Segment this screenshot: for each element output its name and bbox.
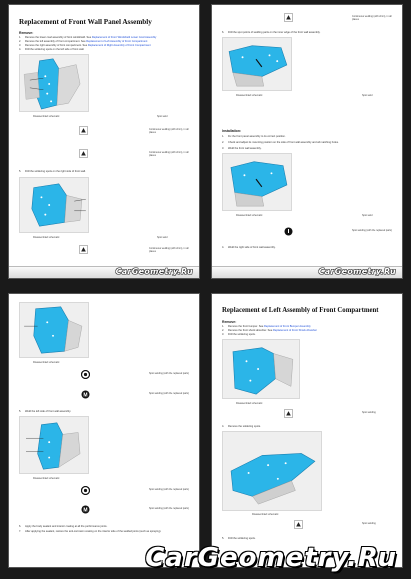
step-link[interactable]: Replacement of Front Windshield Lower Cowl Assembly [91,36,157,39]
step-link[interactable]: Replacement of Right Assembly of Front Compartment [87,44,151,47]
front-wall-left-weld-diagram [19,416,89,474]
section-installation: Installation: [222,129,242,133]
manual-page-4 [211,293,403,568]
diagram-caption: Disassembled schematic [33,477,60,480]
step-1: 1. Remove the lower cowl assembly of front windshield. See Replacement of Front Windshield Lower Cowl Assembly [19,36,157,39]
diagram-caption: Disassembled schematic [236,214,263,217]
weld-spec: Spot welding [362,522,376,525]
step-2: 2. Remove the front shock absorber. See Replacement of Front Shock Absorber [222,329,317,332]
weld-spec: Continuous welding (with 2mm), in all places [149,128,189,134]
section-remove: Remove: [19,31,34,35]
front-compartment-diagram [222,339,300,399]
m-weld-icon [81,505,90,514]
step-6: 6. Apply the body sealant and interior coating at all the performance joints. [19,525,108,528]
spot-weld-icon [284,13,293,22]
front-wall-inner-diagram [222,37,292,91]
weld-symbol-icon [81,486,90,495]
manual-page-3 [8,293,200,568]
spot-weld-icon [79,149,88,158]
site-watermark: CarGeometry.Ru [145,543,397,573]
step-4: 4. Drill the soldering spots on the left side of front wall. [19,48,85,51]
weld-spec: Spot welding (with the replaced parts) [149,372,189,375]
diagram-caption: Disassembled schematic [33,361,60,364]
step-4: 4. Weld the right side of front wall assembly. [222,246,276,249]
weld-spec: Spot welding (with the replaced parts) [149,488,189,491]
diagram-caption: Disassembled schematic [236,94,263,97]
diagram-caption: Disassembled schematic [252,513,279,516]
step-5: 5. Drill the soldering spots on the right side of front wall. [19,170,86,173]
weld-spec: Continuous welding (with 2mm), in all places [149,247,189,253]
weld-spec: Spot welding (with the replaced parts) [149,507,189,510]
weld-spec: Spot welding [362,411,376,414]
page-title: Replacement of Left Assembly of Front Compartment [222,307,379,314]
step-5: 5. Weld the left side of front wall assembly. [19,410,72,413]
weld-spec: Continuous welding (with 2mm), in all places [352,15,392,21]
weld-symbol-icon [81,370,90,379]
install-step-2: 2. Check and adjust its mounting position on the side of front wall assembly and all matching holes. [222,141,339,144]
footer-logo: CarGeometry.Ru [115,267,193,276]
front-compartment-rail-diagram [222,431,322,511]
front-wall-install-diagram [222,153,292,211]
weld-spec: Spot welding (with the replaced parts) [149,392,189,395]
step-link[interactable]: Replacement of Left Assembly of Front Compartment [86,40,148,43]
spot-weld-icon [294,520,303,529]
weld-spec: Continuous welding (with 2mm), in all places [149,151,189,157]
step-3: 3. Drill the soldering spots. [222,333,256,336]
front-wall-right-diagram [19,177,89,233]
weld-spec: Spot weld [362,214,373,217]
manual-page-2 [211,4,403,279]
step-6: 6. Drill the spot points of welding parts on the inner edge of the front wall assembly. [222,31,321,34]
diagram-caption: Disassembled schematic [33,236,60,239]
diagram-caption: Disassembled schematic [236,402,263,405]
weld-spec: Spot welding (with the replaced parts) [352,229,392,232]
manual-page-1 [8,4,200,279]
m-weld-icon [81,390,90,399]
footer-logo: CarGeometry.Ru [318,267,396,276]
page-title: Replacement of Front Wall Panel Assembly [19,18,152,26]
step-link[interactable]: Replacement of Front Bumper Assembly [264,325,311,328]
diagram-caption: Disassembled schematic [33,115,60,118]
svg-text:M: M [83,507,88,514]
weld-spec: Spot weld [362,94,373,97]
svg-text:M: M [83,392,88,399]
spot-weld-icon [79,245,88,254]
step-7: 7. After applying the sealant, restore the anti-corrosion coating on the interior side of the welded joints (such as spraying). [19,530,162,533]
step-2: 2. Remove the left assembly of front compartment. See Replacement of Left Assembly of Front Compartment [19,40,148,43]
front-wall-weld-diagram [19,302,89,358]
front-wall-left-diagram [19,54,89,112]
step-link[interactable]: Replacement of Front Shock Absorber [272,329,317,332]
step-1: 1. Remove the front bumper. See Replacement of Front Bumper Assembly [222,325,311,328]
section-remove: Remove: [222,320,237,324]
spot-weld-icon [79,126,88,135]
step-3: 3. Remove the right assembly of front compartment. See Replacement of Right Assembly of Front Compartment [19,44,151,47]
weld-spec: Spot weld [157,236,168,239]
weld-symbol-icon [284,227,293,236]
step-4: 4. Remove the soldering spots. [222,425,261,428]
install-step-3: 3. Weld the front wall assembly. [222,147,262,150]
step-5: 5. Drill the soldering spots. [222,537,256,540]
install-step-1: 1. Fix the front panel assembly to its correct position. [222,135,286,138]
weld-spec: Spot weld [157,115,168,118]
spot-weld-icon [284,409,293,418]
